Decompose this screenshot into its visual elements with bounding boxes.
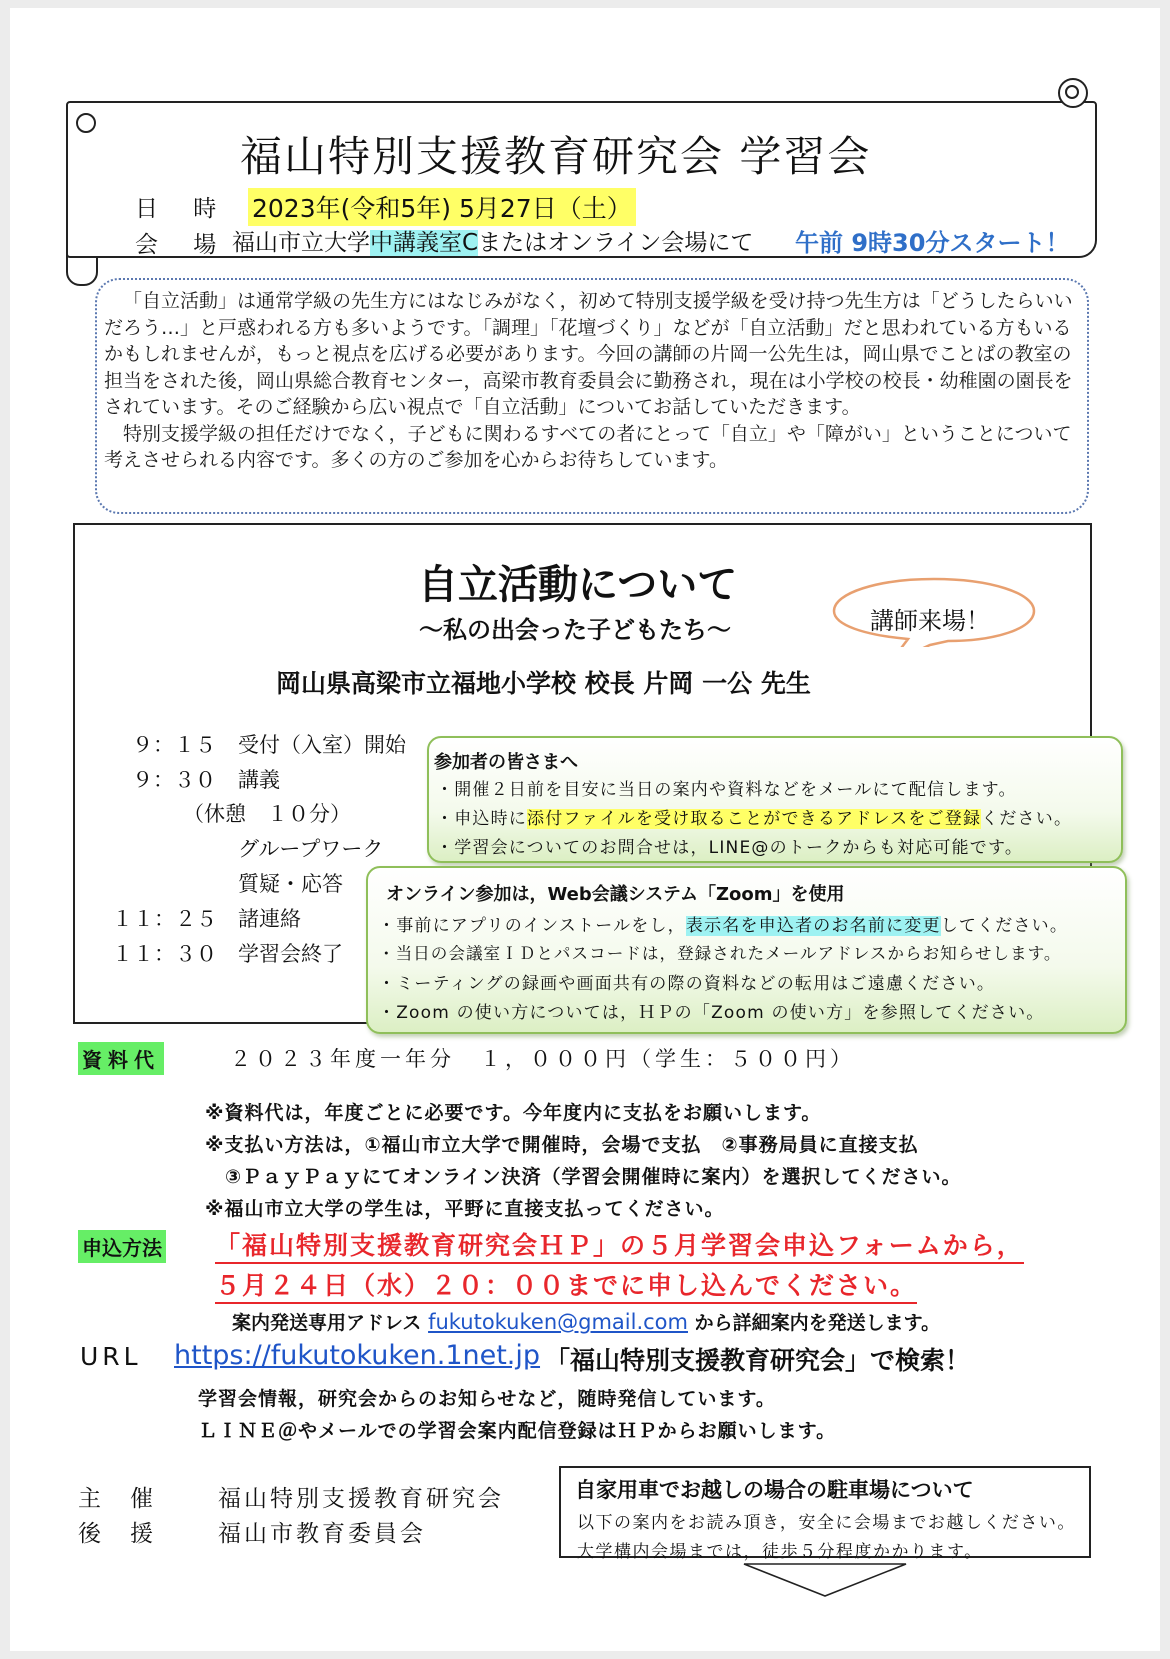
participants-line-2-pre: ・申込時に	[436, 809, 527, 829]
down-arrow-icon	[740, 1560, 910, 1600]
host-label: 主 催	[78, 1486, 156, 1512]
participants-line-3: ・学習会についてのお問合せは，LINE@のトークからも対応可能です。	[436, 838, 1024, 858]
scroll-left-curl	[76, 113, 96, 133]
schedule-time-2: ９：３０	[132, 768, 216, 792]
fee-label: 資料代	[78, 1042, 164, 1075]
speaker-attendance-note: 講師来場！	[870, 607, 990, 635]
schedule-item-2: 講義	[238, 768, 280, 792]
date-value: 2023年(令和5年) 5月27日（土）	[248, 188, 636, 226]
lecture-title: 自立活動について	[418, 562, 738, 608]
url-note-2: ＬＩＮＥ＠やメールでの学習会案内配信登録はＨＰからお願いします。	[198, 1420, 837, 1442]
venue-label: 会 場	[135, 232, 231, 258]
parking-line-2: 大学構内会場までは，徒歩５分程度かかります。	[577, 1542, 983, 1562]
fee-note-2: ※支払い方法は，①福山市立大学で開催時，会場で支払 ②事務局員に直接支払	[205, 1134, 919, 1156]
support-name: 福山市教育委員会	[218, 1521, 426, 1547]
participants-line-1: ・開催２日前を目安に当日の案内や資料などをメールにて配信します。	[436, 780, 1017, 800]
venue-value	[232, 224, 753, 257]
online-line-4: ・Zoom の使い方については，ＨＰの「Zoom の使い方」を参照してください。	[378, 1003, 1045, 1023]
apply-line-2: ５月２４日（水）２０：００までに申し込んでください。	[215, 1266, 917, 1304]
participants-line-2-highlight: 添付ファイルを受け取ることができるアドレスをご登録	[527, 809, 982, 829]
online-line-1	[378, 911, 1068, 936]
support-label: 後 援	[78, 1521, 156, 1547]
email-link[interactable]: fukutokuken@gmail.com	[428, 1310, 688, 1334]
url-label: URL	[80, 1342, 142, 1371]
online-line-1-post: してください。	[940, 916, 1069, 936]
schedule-item-7: 学習会終了	[238, 942, 343, 966]
schedule-item-3: （休憩 １０分）	[183, 802, 351, 826]
schedule-time-1: ９：１５	[132, 733, 216, 757]
schedule-item-6: 諸連絡	[238, 907, 301, 931]
lecture-subtitle: ～私の出会った子どもたち～	[419, 616, 731, 644]
lecture-speaker: 岡山県高梁市立福地小学校 校長 片岡 一公 先生	[276, 669, 811, 698]
intro-text	[104, 288, 1074, 474]
participants-line-2-post: ください。	[981, 809, 1073, 829]
venue-suffix: またはオンライン会場にて	[478, 230, 754, 256]
schedule-time-6: １１：２５	[112, 907, 217, 931]
start-time: 午前 9時30分スタート！	[795, 229, 1070, 257]
online-line-1-highlight: 表示名を申込者のお名前に変更	[685, 916, 941, 936]
apply-label: 申込方法	[78, 1230, 166, 1263]
intro-paragraph-1: 「自立活動」は通常学級の先生方にはなじみがなく，初めて特別支援学級を受け持つ先生方は「どうしたらいいだろう…」と戸惑われる方も多いようです。「調理」「花壇づくり」などが「自立活動」だと思われている方もいるかもしれませんが，もっと視点を広げる必要があります。今回の講師の片岡一公先生は，岡山県でことばの教室の担当をされた後，岡山県総合教育センター，高梁市教育委員会に勤務され，現在は小学校の校長・幼稚園の園長をされています。そのご経験から広い視点で「自立活動」についてお話していただきます。	[104, 290, 1073, 418]
fee-value: ２０２３年度一年分 １，０００円（学生：５００円）	[230, 1047, 855, 1071]
fee-note-1: ※資料代は，年度ごとに必要です。今年度内に支払をお願いします。	[205, 1102, 822, 1124]
venue-room: 中講義室C	[370, 230, 479, 256]
schedule-item-4: グループワーク	[238, 837, 384, 861]
schedule-item-5: 質疑・応答	[238, 872, 343, 896]
date-label: 日 時	[135, 196, 231, 222]
online-line-1-pre: ・事前にアプリのインストールをし，	[378, 916, 686, 936]
apply-line-1: 「福山特別支援教育研究会ＨＰ」の５月学習会申込フォームから，	[215, 1226, 1024, 1264]
fee-note-4: ※福山市立大学の学生は，平野に直接支払ってください。	[205, 1198, 725, 1220]
page-title: 福山特別支援教育研究会 学習会	[240, 132, 872, 181]
host-name: 福山特別支援教育研究会	[218, 1486, 504, 1512]
schedule-item-1: 受付（入室）開始	[238, 733, 406, 757]
email-line	[232, 1308, 940, 1335]
parking-heading: 自家用車でお越しの場合の駐車場について	[575, 1478, 974, 1502]
url-search-hint: 「福山特別支援教育研究会」で検索！	[545, 1346, 971, 1375]
venue-prefix: 福山市立大学	[232, 230, 370, 256]
intro-paragraph-2: 特別支援学級の担任だけでなく，子どもに関わるすべての者にとって「自立」や「障がい」ということについて考えさせられる内容です。多くの方のご参加を心からお待ちしています。	[104, 422, 1072, 471]
schedule-time-7: １１：３０	[112, 942, 217, 966]
online-line-3: ・ミーティングの録画や画面共有の際の資料などの転用はご遠慮ください。	[378, 974, 996, 994]
email-pre: 案内発送専用アドレス	[232, 1312, 422, 1334]
parking-line-1: 以下の案内をお読み頂き，安全に会場までお越しください。	[577, 1513, 1076, 1533]
scroll-right-curl-inner	[1065, 85, 1079, 99]
online-line-2: ・当日の会議室ＩＤとパスコードは，登録されたメールアドレスからお知らせします。	[378, 944, 1062, 963]
online-heading: オンライン参加は，Web会議システム「Zoom」を使用	[386, 884, 845, 905]
url-note-1: 学習会情報，研究会からのお知らせなど，随時発信しています。	[198, 1388, 776, 1410]
fee-note-3: ③ＰａｙＰａｙにてオンライン決済（学習会開催時に案内）を選択してください。	[225, 1166, 962, 1188]
website-link[interactable]: https://fukutokuken.1net.jp	[174, 1340, 541, 1371]
email-post: から詳細案内を発送します。	[694, 1312, 941, 1334]
participants-line-2	[436, 804, 1072, 829]
participants-heading: 参加者の皆さまへ	[434, 752, 578, 773]
